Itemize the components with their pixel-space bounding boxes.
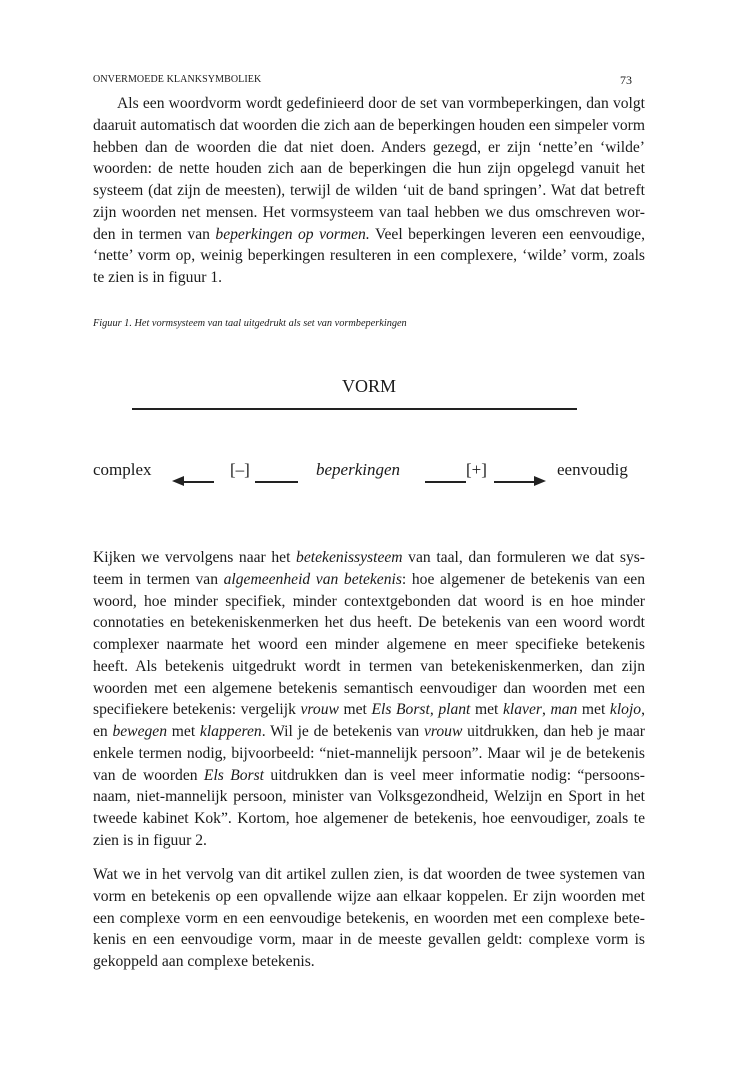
text-run: complexer naarmate het woord een minder algemene en meer specifieke betekenis (93, 636, 645, 653)
text-line (93, 678, 645, 700)
text-run: Veel beperkingen leveren een eenvoudige, (369, 225, 645, 243)
text-line (93, 224, 645, 246)
text-line (93, 180, 645, 202)
text-run: van taal, dan formuleren we dat sys- (402, 549, 645, 566)
label-minus: [–] (230, 460, 250, 479)
italic-text: klaver (502, 701, 542, 719)
text-line (93, 864, 645, 886)
text-line (93, 830, 645, 852)
text-line (93, 547, 645, 569)
text-run: te zien is in figuur 1. (93, 269, 223, 286)
text-line (93, 245, 645, 267)
text-line (93, 929, 645, 951)
text-run: enkele termen nodig, bijvoorbeeld: “niet-mannelijk persoon”. Maar wil je de betekenis (93, 744, 645, 762)
text-line (93, 202, 645, 224)
text-run: Als een woordvorm wordt gedefinieerd door de set van vormbeperkingen, dan volgt (117, 95, 645, 112)
text-line (93, 137, 645, 159)
text-line (93, 267, 645, 289)
text-run: : hoe algemener de betekenis van een (401, 570, 646, 588)
italic-text: beperkingen op vormen. (215, 225, 370, 243)
text-line (93, 612, 645, 634)
italic-text: klapperen (199, 723, 262, 740)
text-run: connotaties en betekeniskenmerken het dus heeft. De betekenis van een woord wordt (93, 614, 645, 632)
text-run: Wat we in het vervolg van dit artikel zullen zien, is dat woorden de twee systemen van (93, 866, 645, 883)
label-complex: complex (93, 460, 152, 479)
italic-text: bewegen (112, 723, 168, 740)
italic-text: algemeenheid van betekenis (223, 570, 402, 588)
text-run: naam, niet-mannelijk persoon, minister van Volksgezondheid, Welzijn en Sport in het (93, 788, 645, 806)
text-run: teem in termen van (93, 570, 224, 588)
figure-caption: Figuur 1. Het vormsysteem van taal uitgedrukt als set van vormbeperkingen (93, 318, 407, 329)
italic-text: Els Borst (203, 766, 265, 784)
running-head: ONVERMOEDE KLANKSYMBOLIEK (93, 74, 262, 85)
figure-title-rule (132, 408, 577, 410)
text-run: woorden: de nette houden zich aan de beperkingen die hun zijn opgelegd vanuit het (93, 160, 645, 178)
text-run: uitdrukken, dan heb je maar (462, 723, 646, 740)
italic-text: klojo (609, 701, 642, 719)
label-eenvoudig: eenvoudig (557, 460, 628, 479)
figure-title: VORM (341, 376, 396, 396)
text-line (93, 634, 645, 656)
text-run: woorden met een algemene betekenis semantisch eenvoudiger dan woorden met een (93, 679, 645, 697)
text-run: Kijken we vervolgens naar het (93, 549, 297, 566)
text-line (93, 721, 645, 743)
text-run: woord, hoe minder specifiek, minder contextgebonden dat woord is en hoe minder (93, 592, 645, 610)
text-run: gekoppeld aan complexe betekenis. (93, 953, 315, 970)
text-run: hebben dan de woorden die dat niet doen. Anders gezegd, er zijn ‘nette’en ‘wilde’ (93, 138, 645, 156)
text-run: den in termen van (93, 225, 216, 243)
text-run: met (167, 723, 200, 740)
italic-text: vrouw (300, 701, 339, 719)
text-line (93, 886, 645, 908)
paragraph-3 (93, 864, 645, 973)
text-run: met (470, 701, 503, 719)
text-line (93, 569, 645, 591)
text-line (93, 591, 645, 613)
arrow-right-line (494, 481, 536, 483)
text-run: , (541, 701, 551, 719)
text-run: , (641, 701, 646, 719)
label-plus: [+] (466, 460, 487, 479)
text-line (93, 699, 645, 721)
italic-text: man (550, 701, 578, 719)
paragraph-1 (93, 93, 645, 289)
text-line (93, 115, 645, 137)
text-line (93, 93, 645, 115)
label-beperkingen: beperkingen (316, 460, 401, 479)
text-run: ‘nette’ vorm op, weinig beperkingen resulteren in een complexere, ‘wilde’ vorm, zoals (93, 247, 645, 265)
text-line (93, 765, 645, 787)
text-line (93, 786, 645, 808)
paragraph-2 (93, 547, 645, 852)
text-run: van de woorden (93, 766, 204, 784)
italic-text: vrouw (423, 723, 463, 740)
arrow-right-icon (534, 476, 546, 486)
text-run: zijn woorden net mensen. Het vormsysteem van taal hebben we dus omschreven wor- (93, 203, 645, 221)
connector-line (255, 481, 298, 483)
text-run: met (577, 701, 610, 719)
text-line (93, 808, 645, 830)
italic-text: betekenissysteem (296, 549, 403, 566)
text-run: systeem (dat zijn de meesten), terwijl de wilden ‘uit de band springen’. Wat dat betreft (93, 182, 645, 199)
text-run: zien is in figuur 2. (93, 831, 207, 849)
text-line (93, 951, 645, 973)
text-run: en (93, 723, 113, 740)
text-run: met (338, 701, 372, 719)
text-run: uitdrukken dan is veel meer informatie nodig: “persoons- (264, 766, 645, 784)
italic-text: Els Borst, plant (371, 701, 471, 719)
text-line (93, 656, 645, 678)
page-number: 73 (620, 73, 632, 87)
text-run: heeft. Als betekenis uitgedrukt wordt in termen van betekeniskenmerken, dan zijn (93, 657, 645, 675)
text-line (93, 908, 645, 930)
text-run: daaruit automatisch dat woorden die zich aan de beperkingen houden een simpeler vorm (93, 116, 645, 134)
text-run: een complexe vorm en een eenvoudige betekenis, en woorden met een complexe bete- (93, 909, 645, 927)
text-run: . Wil je de betekenis van (261, 723, 424, 740)
text-run: specifiekere betekenis: vergelijk (93, 701, 301, 719)
text-run: kenis en een eenvoudige vorm, maar in de meeste gevallen geldt: complexe vorm is (93, 931, 645, 949)
text-line (93, 158, 645, 180)
arrow-left-line (182, 481, 214, 483)
text-line (93, 743, 645, 765)
text-run: vorm en betekenis op een opvallende wijze aan elkaar koppelen. Er zijn woorden met (93, 887, 645, 905)
connector-line (425, 481, 466, 483)
text-run: tweede kabinet Kok”. Kortom, hoe algemener de betekenis, hoe eenvoudiger, zoals te (93, 810, 645, 827)
